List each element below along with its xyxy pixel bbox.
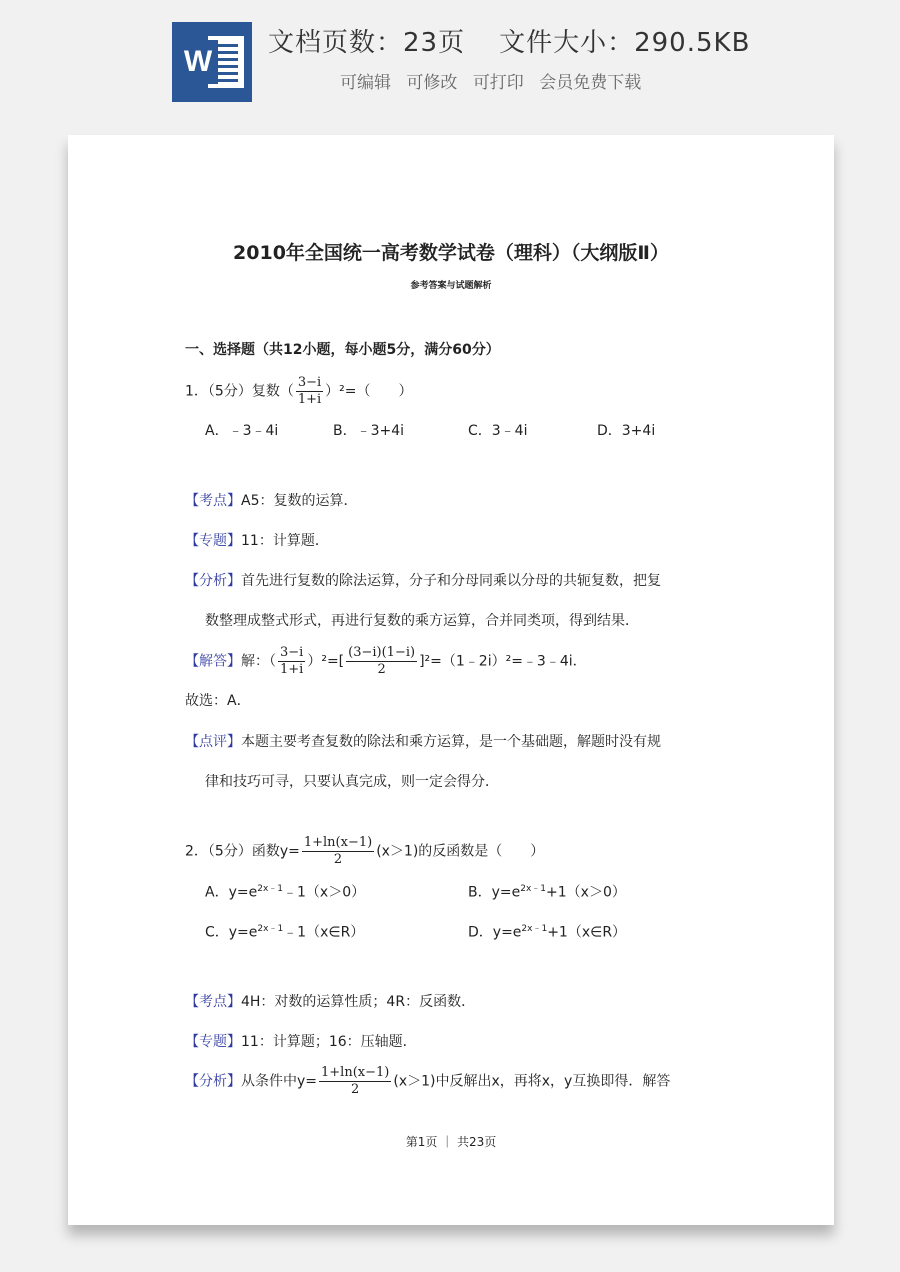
q2-opt-c-exp: 2x﹣1 bbox=[257, 924, 284, 934]
q1-answer: 故选：A． bbox=[185, 693, 251, 709]
page-count-text: 文档页数：23页 bbox=[268, 28, 466, 58]
q1-dianping-line1: 本题主要考查复数的除法和乘方运算，是一个基础题，解题时没有规 bbox=[241, 734, 661, 750]
q2-fenxi-b: (x＞1)中反解出x，再将x，y互换即得．解答 bbox=[393, 1073, 671, 1090]
q1-jieda-fraction-1 bbox=[278, 645, 305, 678]
q1-stem-a: 1．（5分）复数（ bbox=[185, 383, 294, 400]
document-subtitle: 参考答案与试题解析 bbox=[410, 281, 492, 291]
q2-zhuanti bbox=[185, 1031, 417, 1051]
banner-features bbox=[340, 68, 651, 93]
q1-jieda-num2: (3−i)(1−i) bbox=[348, 645, 416, 660]
q2-fenxi-a: 从条件中y= bbox=[241, 1073, 318, 1090]
q1-fenxi bbox=[185, 570, 661, 590]
banner-file-info bbox=[268, 22, 750, 59]
q1-kaodian-tag: 【考点】 bbox=[185, 493, 241, 509]
q1-jieda bbox=[185, 645, 587, 678]
q1-option-d: D．3+4i bbox=[597, 423, 656, 439]
q2-opt-a-exp: 2x﹣1 bbox=[257, 884, 283, 894]
document-title: 2010年全国统一高考数学试卷（理科）（大纲版Ⅱ） bbox=[233, 242, 669, 264]
q1-jieda-den1: 1+i bbox=[280, 662, 304, 677]
q2-opt-c-post: ﹣1（x∈R） bbox=[283, 924, 365, 941]
q2-stem-b: (x＞1)的反函数是（ ） bbox=[376, 843, 545, 860]
document-page bbox=[68, 135, 834, 1225]
page-footer: 第1页 ｜ 共23页 bbox=[405, 1135, 497, 1149]
q2-fenxi-fraction bbox=[319, 1065, 391, 1098]
q1-jieda-c: ]²=（1﹣2i）²=﹣3﹣4i． bbox=[419, 653, 587, 670]
q2-zhuanti-tag: 【专题】 bbox=[185, 1034, 241, 1050]
q2-opt-a-pre: A．y=e bbox=[205, 884, 258, 901]
q1-jieda-num1: 3−i bbox=[280, 645, 304, 660]
q1-fenxi-tag: 【分析】 bbox=[185, 573, 241, 589]
q1-kaodian-text: A5：复数的运算． bbox=[241, 493, 358, 509]
q1-zhuanti-tag: 【专题】 bbox=[185, 533, 241, 549]
q2-opt-c-pre: C．y=e bbox=[205, 924, 258, 941]
feature-free-download: 会员免费下载 bbox=[539, 73, 642, 93]
q2-opt-d-exp: 2x﹣1 bbox=[521, 924, 548, 934]
q2-fenxi-num: 1+ln(x−1) bbox=[321, 1065, 390, 1080]
q2-fenxi bbox=[185, 1065, 670, 1098]
q2-stem-a: 2．（5分）函数y= bbox=[185, 843, 300, 860]
q1-jieda-b: ）²=[ bbox=[307, 653, 345, 670]
q1-option-c: C．3﹣4i bbox=[468, 423, 528, 439]
q2-stem bbox=[185, 835, 544, 868]
q1-jieda-a: 解：（ bbox=[241, 653, 276, 670]
q1-dianping-tag: 【点评】 bbox=[185, 734, 241, 750]
q1-option-b: B．﹣3+4i bbox=[333, 423, 405, 439]
q2-opt-a-post: ﹣1（x＞0） bbox=[283, 884, 366, 901]
q2-opt-b-exp: 2x﹣1 bbox=[520, 884, 547, 894]
q1-stem-b: ）²=（ ） bbox=[325, 383, 413, 400]
q2-opt-b-post: +1（x＞0） bbox=[546, 884, 626, 901]
q1-stem bbox=[185, 375, 413, 408]
q1-dianping bbox=[185, 731, 661, 751]
q1-fenxi-line1: 首先进行复数的除法运算，分子和分母同乘以分母的共轭复数，把复 bbox=[241, 573, 661, 589]
q2-option-d bbox=[468, 921, 626, 942]
q2-zhuanti-text: 11：计算题；16：压轴题． bbox=[241, 1034, 417, 1050]
q2-option-b bbox=[468, 881, 626, 902]
q2-frac-den: 2 bbox=[333, 852, 343, 867]
q2-fenxi-tag: 【分析】 bbox=[185, 1073, 241, 1090]
word-document-icon bbox=[172, 22, 252, 102]
q2-fraction bbox=[302, 835, 374, 868]
q2-opt-d-post: +1（x∈R） bbox=[547, 924, 627, 941]
q1-jieda-fraction-2 bbox=[346, 645, 417, 678]
q1-kaodian bbox=[185, 490, 357, 510]
q1-zhuanti-text: 11：计算题． bbox=[241, 533, 329, 549]
q1-fenxi-line2: 数整理成整式形式，再进行复数的乘方运算，合并同类项，得到结果． bbox=[205, 613, 639, 629]
word-icon-letter: W bbox=[178, 40, 218, 84]
q2-option-c bbox=[205, 921, 364, 942]
q1-option-a: A．﹣3﹣4i bbox=[205, 423, 279, 439]
q2-kaodian-tag: 【考点】 bbox=[185, 994, 241, 1010]
feature-printable: 可打印 bbox=[472, 73, 524, 93]
q1-frac-den: 1+i bbox=[297, 392, 322, 407]
q1-zhuanti bbox=[185, 530, 329, 550]
q2-fenxi-den: 2 bbox=[351, 1082, 360, 1097]
q2-opt-b-pre: B．y=e bbox=[468, 884, 521, 901]
q1-jieda-tag: 【解答】 bbox=[185, 653, 241, 670]
q2-frac-num: 1+ln(x−1) bbox=[303, 835, 373, 850]
feature-editable: 可编辑 bbox=[340, 73, 391, 93]
file-size-text: 文件大小：290.5KB bbox=[499, 28, 751, 58]
top-banner bbox=[0, 0, 900, 130]
q1-dianping-line2: 律和技巧可寻，只要认真完成，则一定会得分． bbox=[205, 774, 499, 790]
section-heading: 一、选择题（共12小题，每小题5分，满分60分） bbox=[185, 342, 500, 358]
feature-modifiable: 可修改 bbox=[406, 73, 458, 93]
q2-kaodian-text: 4H：对数的运算性质；4R：反函数． bbox=[241, 994, 476, 1010]
q1-frac-num: 3−i bbox=[297, 375, 322, 390]
q2-option-a bbox=[205, 881, 365, 902]
q2-opt-d-pre: D．y=e bbox=[468, 924, 522, 941]
q2-kaodian bbox=[185, 991, 475, 1011]
q1-jieda-den2: 2 bbox=[377, 662, 386, 677]
q1-fraction bbox=[296, 375, 323, 408]
